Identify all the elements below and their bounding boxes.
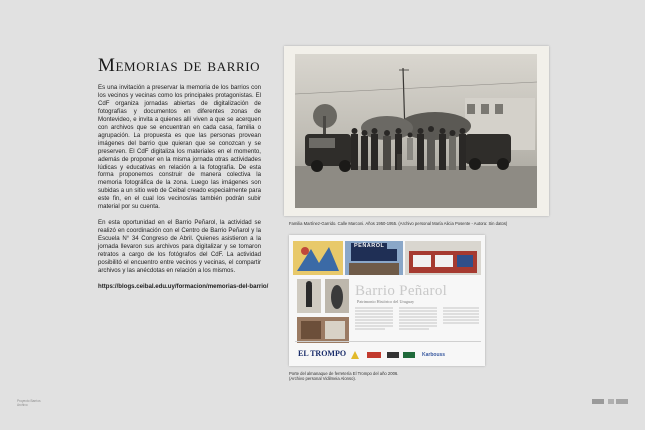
calendar-caption-line2: (Archivo personal Vidilmeia Alonso). (289, 376, 356, 382)
penarol-sign: PEÑAROL (351, 243, 387, 249)
footer-logos (592, 398, 628, 406)
blog-link[interactable]: https://blogs.ceibal.edu.uy/formacion/memorias-del-barrio/ (98, 282, 269, 290)
footer-credits (17, 399, 41, 407)
karbouss-logo: Karbouss (422, 352, 446, 358)
calendar-text-block (355, 306, 481, 342)
activity-paragraph: En esta oportunidad en el Barrio Peñarol, la actividad se realizó en coordinación con el Centro de Barrio Peñarol y la Escuela N° 34 Congreso de Abril. Quienes asistieron a la jornada llevaron sus archivos para digitalizar y se tomaron retratos a cargo de los fotógrafos del CdF. La actividad posibilitó el encuentro entre vecinos y vecinas, el compartir archivos y las anécdotas en relación a los mismos. (98, 219, 261, 274)
sponsor-logos (347, 349, 417, 361)
calendar-caption-line1: Porte del almanaque de ferretería El Trompo del año 2006. (289, 371, 399, 376)
page-title (98, 55, 260, 77)
el-trompo-logo: EL TROMPO (298, 349, 347, 358)
footer-line2: Archivo (17, 403, 28, 407)
calendar-photo-caption (289, 371, 489, 382)
calendar-heading: Barrio Peñarol (355, 283, 448, 299)
family-photo (284, 46, 549, 216)
family-photo-image (295, 54, 537, 208)
calendar-subheading: Patrimonio Histórico del Uruguay (357, 299, 415, 304)
intro-paragraph: Es una invitación a preservar la memoria de los barrios con los vecinos y vecinas como los principales protagonistas. El CdF organiza jornadas abiertas de digitalización de fotografías y documentos en diferentes zonas de Montevideo, e invita a quienes allí viven a que se acerquen con archivos que se encuentran en cada casa, familia o agrupación. La propuesta es que las personas provean imágenes del barrio que quieran que se conozcan y se preserven. El CdF digitaliza los materiales en el momento, además de proponer en la misma jornada otras actividades lúdicas y educativas en relación a la fotografía. De esta forma proponemos construir de manera colectiva la memoria fotográfica de la zona. Luego las imágenes son subidas a un sitio web de Ceibal creado especialmente para este fin, en el cual los vecinos/as también podrán subir material por su cuenta. (98, 84, 261, 211)
calendar-logo-strip (295, 339, 481, 347)
statue-images (297, 279, 349, 345)
family-photo-caption: Familia Martínez-Garrido. Calle Marconi. Años 1950-1955. (Archivo personal María Alicia Posente - Autora: Sin datos) (289, 221, 508, 226)
calendar-photo (289, 235, 485, 366)
footer-line1: Proyecto Barrios (17, 399, 41, 403)
page-title-text: Memorias de barrio (98, 55, 261, 76)
body-text (98, 84, 269, 299)
